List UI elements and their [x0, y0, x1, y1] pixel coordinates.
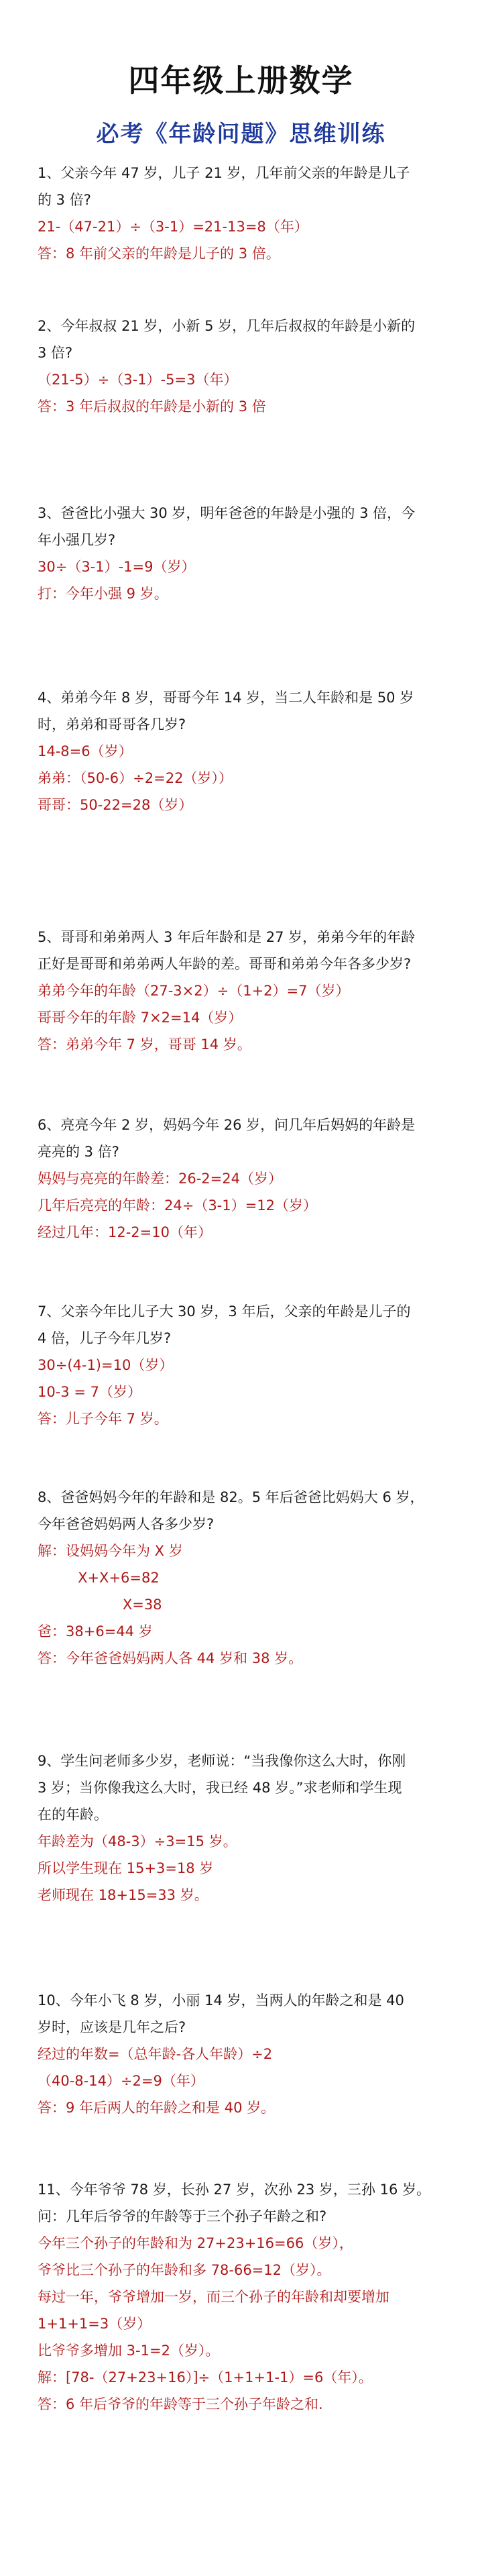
question-line: 亮亮的 3 倍? — [38, 1144, 119, 1160]
question-line: 问：几年后爷爷的年龄等于三个孙子年龄之和? — [38, 2208, 327, 2224]
solution-line: 弟弟：（50-6）÷2=22（岁）） — [38, 770, 233, 786]
question-line: 8、爸爸妈妈今年的年龄和是 82。5 年后爸爸比妈妈大 6 岁， — [38, 1489, 424, 1505]
solution-line: 弟弟今年的年龄（27-3×2）÷（1+2）=7（岁） — [38, 983, 350, 999]
problem-10 — [38, 1987, 459, 2121]
solution-line: 经过几年：12-2=10（年） — [38, 1224, 212, 1240]
solution-line: 答：3 年后叔叔的年龄是小新的 3 倍 — [38, 398, 266, 415]
question-line: 时，弟弟和哥哥各几岁? — [38, 716, 186, 733]
solution-line: 妈妈与亮亮的年龄差：26-2=24（岁） — [38, 1171, 282, 1187]
problem-2 — [38, 313, 459, 420]
solution-line: 答：8 年前父亲的年龄是儿子的 3 倍。 — [38, 246, 280, 262]
solution-line: X+X+6=82 — [38, 1570, 160, 1586]
solution-line: 解：[78-（27+23+16）]÷（1+1+1-1）=6（年）。 — [38, 2369, 373, 2385]
problem-6 — [38, 1112, 459, 1246]
question-line: 今年爸爸妈妈两人各多少岁? — [38, 1516, 215, 1532]
solution-line: 年龄差为（48-3）÷3=15 岁。 — [38, 1833, 237, 1849]
solution-line: （21-5）÷（3-1）-5=3（年） — [38, 372, 238, 388]
solution-line: 解：设妈妈今年为 X 岁 — [38, 1543, 183, 1559]
solution-line: 打：今年小强 9 岁。 — [38, 586, 168, 602]
solution-line: 1+1+1=3（岁） — [38, 2316, 152, 2332]
solution-line: 所以学生现在 15+3=18 岁 — [38, 1860, 214, 1876]
problem-3 — [38, 500, 459, 607]
solution-line: X=38 — [38, 1597, 162, 1613]
question-line: 的 3 倍? — [38, 192, 91, 208]
solution-line: 10-3 = 7（岁） — [38, 1384, 141, 1400]
question-line: 10、今年小飞 8 岁，小丽 14 岁，当两人的年龄之和是 40 — [38, 1992, 404, 2008]
question-line: 5、哥哥和弟弟两人 3 年后年龄和是 27 岁，弟弟今年的年龄 — [38, 929, 416, 945]
question-line: 2、今年叔叔 21 岁，小新 5 岁，几年后叔叔的年龄是小新的 — [38, 318, 416, 334]
question-line: 1、父亲今年 47 岁，儿子 21 岁，几年前父亲的年龄是儿子 — [38, 165, 410, 181]
solution-line: 经过的年数=（总年龄-各人年龄）÷2 — [38, 2046, 273, 2062]
solution-line: 今年三个孙子的年龄和为 27+23+16=66（岁）， — [38, 2235, 353, 2251]
solution-line: 哥哥：50-22=28（岁） — [38, 797, 193, 813]
problem-8 — [38, 1484, 459, 1672]
solution-line: 答：9 年后两人的年龄之和是 40 岁。 — [38, 2100, 276, 2116]
solution-line: 30÷(4-1)=10（岁） — [38, 1357, 174, 1373]
solution-line: 答：弟弟今年 7 岁，哥哥 14 岁。 — [38, 1036, 251, 1053]
solution-line: 比爷爷多增加 3-1=2（岁）。 — [38, 2343, 220, 2359]
question-line: 6、亮亮今年 2 岁，妈妈今年 26 岁，问几年后妈妈的年龄是 — [38, 1117, 416, 1133]
solution-line: 老师现在 18+15=33 岁。 — [38, 1887, 208, 1903]
page-subtitle: 必考《年龄问题》思维训练 — [96, 121, 386, 148]
problem-7 — [38, 1298, 459, 1432]
page-title: 四年级上册数学 — [128, 62, 354, 99]
solution-line: 几年后亮亮的年龄：24÷（3-1）=12（岁） — [38, 1197, 317, 1214]
solution-line: 30÷（3-1）-1=9（岁） — [38, 559, 196, 575]
problem-4 — [38, 684, 459, 818]
solution-line: 答：6 年后爷爷的年龄等于三个孙子年龄之和. — [38, 2396, 323, 2412]
question-line: 3、爸爸比小强大 30 岁，明年爸爸的年龄是小强的 3 倍，今 — [38, 505, 416, 521]
problem-11 — [38, 2176, 459, 2418]
solution-line: 答：儿子今年 7 岁。 — [38, 1411, 168, 1427]
solution-line: 21-（47-21）÷（3-1）=21-13=8（年） — [38, 219, 308, 235]
solution-line: 爷爷比三个孙子的年龄和多 78-66=12（岁）。 — [38, 2262, 331, 2278]
question-line: 3 倍? — [38, 345, 73, 361]
question-line: 在的年龄。 — [38, 1807, 108, 1823]
problem-1 — [38, 160, 459, 267]
solution-line: 爸：38+6=44 岁 — [38, 1623, 153, 1640]
solution-line: （40-8-14）÷2=9（年） — [38, 2073, 204, 2089]
question-line: 正好是哥哥和弟弟两人年龄的差。哥哥和弟弟今年各多少岁? — [38, 956, 412, 972]
question-line: 3 岁；当你像我这么大时，我已经 48 岁。”求老师和学生现 — [38, 1780, 402, 1796]
question-line: 岁时，应该是几年之后? — [38, 2019, 186, 2035]
question-line: 7、父亲今年比儿子大 30 岁，3 年后，父亲的年龄是儿子的 — [38, 1303, 411, 1320]
problem-5 — [38, 924, 459, 1058]
solution-line: 答：今年爸爸妈妈两人各 44 岁和 38 岁。 — [38, 1650, 303, 1666]
question-line: 年小强几岁? — [38, 532, 116, 548]
question-line: 9、学生问老师多少岁，老师说：“当我像你这么大时，你刚 — [38, 1753, 406, 1769]
question-line: 11、今年爷爷 78 岁，长孙 27 岁，次孙 23 岁，三孙 16 岁。 — [38, 2182, 431, 2198]
question-line: 4 倍，儿子今年几岁? — [38, 1330, 172, 1346]
solution-line: 哥哥今年的年龄 7×2=14（岁） — [38, 1010, 243, 1026]
solution-line: 每过一年，爷爷增加一岁，而三个孙子的年龄和却要增加 — [38, 2289, 389, 2305]
problem-9 — [38, 1748, 459, 1909]
question-line: 4、弟弟今年 8 岁，哥哥今年 14 岁，当二人年龄和是 50 岁 — [38, 690, 414, 706]
solution-line: 14-8=6（岁） — [38, 743, 133, 759]
